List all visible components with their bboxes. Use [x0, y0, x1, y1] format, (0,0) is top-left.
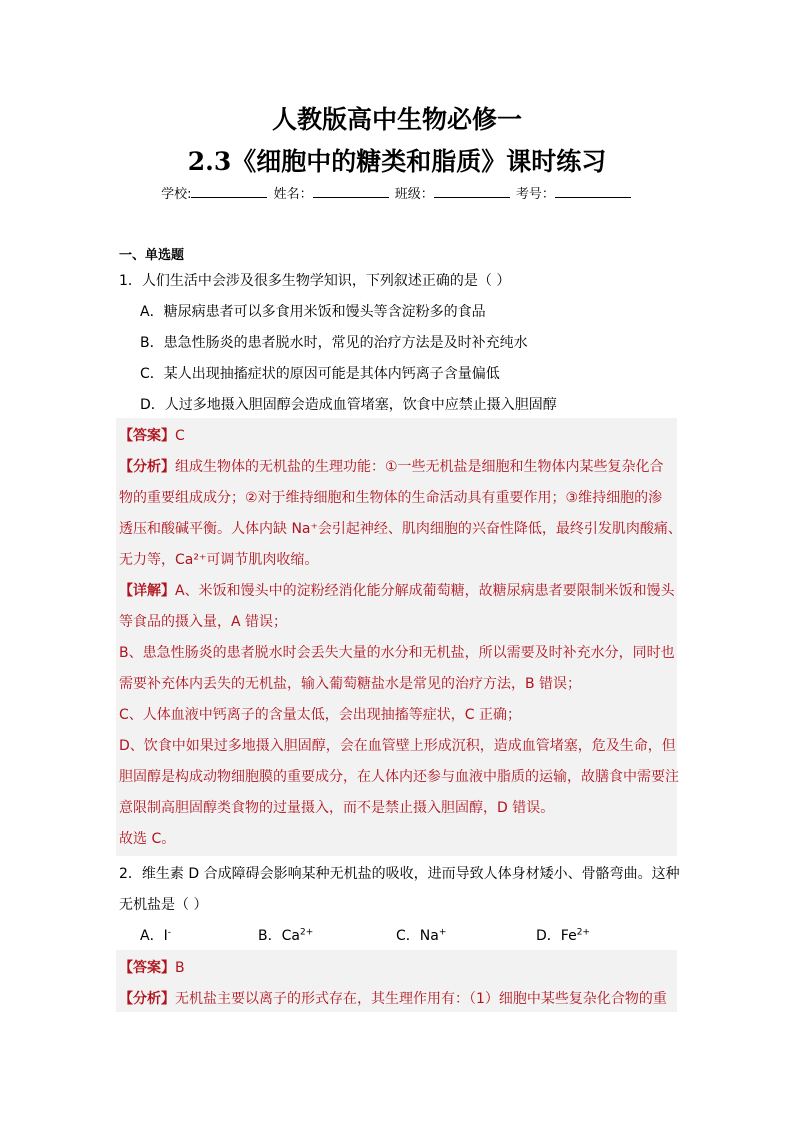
- answer-value: B: [175, 960, 185, 976]
- q1-detail-line: 等食品的摄入量，A 错误；: [119, 614, 288, 630]
- q1-detail-line: 需要补充体内丢失的无机盐，输入葡萄糖盐水是常见的治疗方法，B 错误；: [119, 676, 582, 692]
- q1-detail-line: 故选 C。: [119, 831, 176, 847]
- q2-option-a: A．I-: [140, 927, 171, 944]
- q1-analysis-line: [119, 456, 664, 476]
- q1-option-c: C．某人出现抽搐症状的原因可能是其体内钙离子含量偏低: [140, 366, 500, 382]
- q1-detail-line: C、人体血液中钙离子的含量太低，会出现抽搐等症状，C 正确；: [119, 707, 521, 723]
- q2-option-b: B．$Ca^{2+}$: [258, 927, 314, 944]
- school-label: 学校:: [161, 187, 192, 202]
- q1-option-a: A．糖尿病患者可以多食用米饭和馒头等含淀粉多的食品: [140, 304, 486, 320]
- analysis-text: 组成生物体的无机盐的生理功能：①一些无机盐是细胞和生物体内某些复杂化合: [175, 459, 664, 475]
- class-blank[interactable]: [434, 185, 510, 198]
- q2-stem-line2: 无机盐是（ ）: [119, 897, 208, 913]
- detail-tag: 【详解】: [119, 583, 175, 599]
- q1-option-b: B．患急性肠炎的患者脱水时，常见的治疗方法是及时补充纯水: [140, 335, 528, 351]
- class-label: 班级：: [394, 187, 434, 202]
- q2-analysis-line: [119, 988, 667, 1008]
- q1-option-d: D．人过多地摄入胆固醇会造成血管堵塞，饮食中应禁止摄入胆固醇: [140, 397, 557, 413]
- q2-stem-line1: 2．维生素 D 合成障碍会影响某种无机盐的吸收，进而导致人体身材矮小、骨骼弯曲。这种: [119, 866, 680, 882]
- q1-answer-block: [116, 418, 677, 856]
- analysis-tag: 【分析】: [119, 991, 175, 1007]
- doc-title-line2: 2.3《细胞中的糖类和脂质》课时练习: [187, 147, 607, 176]
- doc-title-line1: 人教版高中生物必修一: [271, 105, 522, 134]
- q1-stem: 1．人们生活中会涉及很多生物学知识，下列叙述正确的是（ ）: [119, 273, 511, 289]
- q1-detail-line: D、饮食中如果过多地摄入胆固醇，会在血管壁上形成沉积，造成血管堵塞，危及生命，但: [119, 738, 676, 754]
- number-label: 考号：: [515, 187, 555, 202]
- name-blank[interactable]: [313, 185, 389, 198]
- q1-analysis-line: 物的重要组成成分；②对于维持细胞和生物体的生命活动具有重要作用；③维持细胞的渗: [119, 490, 663, 506]
- q1-analysis-line: 透压和酸碱平衡。人体内缺 Na⁺会引起神经、肌肉细胞的兴奋性降低，最终引发肌肉酸痛、: [119, 521, 682, 537]
- section-heading: 一、单选题: [119, 248, 185, 263]
- q1-detail-line: 意限制高胆固醇类食物的过量摄入，而不是禁止摄入胆固醇，D 错误。: [119, 800, 555, 816]
- number-blank[interactable]: [555, 185, 631, 198]
- answer-tag: 【答案】: [119, 960, 175, 976]
- student-info-row: [0, 183, 794, 202]
- q1-answer: [119, 425, 185, 445]
- answer-value: C: [175, 428, 185, 444]
- analysis-tag: 【分析】: [119, 459, 175, 475]
- q1-detail-line: B、患急性肠炎的患者脱水时会丢失大量的水分和无机盐，所以需要及时补充水分，同时也: [119, 645, 675, 661]
- q2-answer: [119, 957, 185, 977]
- q2-option-c: C．Na+: [396, 927, 447, 944]
- answer-tag: 【答案】: [119, 428, 175, 444]
- name-label: 姓名：: [273, 187, 313, 202]
- q2-option-d: D．$Fe^{2+}$: [536, 927, 590, 944]
- detail-text: A、米饭和馒头中的淀粉经消化能分解成葡萄糖，故糖尿病患者要限制米饭和馒头: [175, 583, 675, 599]
- analysis-text: 无机盐主要以离子的形式存在，其生理作用有：（1）细胞中某些复杂化合物的重: [175, 991, 667, 1007]
- q1-analysis-line: 无力等，Ca²⁺可调节肌肉收缩。: [119, 552, 319, 568]
- q1-detail-line: [119, 580, 675, 600]
- school-blank[interactable]: [191, 185, 267, 198]
- q1-detail-line: 胆固醇是构成动物细胞膜的重要成分，在人体内还参与血液中脂质的运输，故膳食中需要注: [119, 769, 679, 785]
